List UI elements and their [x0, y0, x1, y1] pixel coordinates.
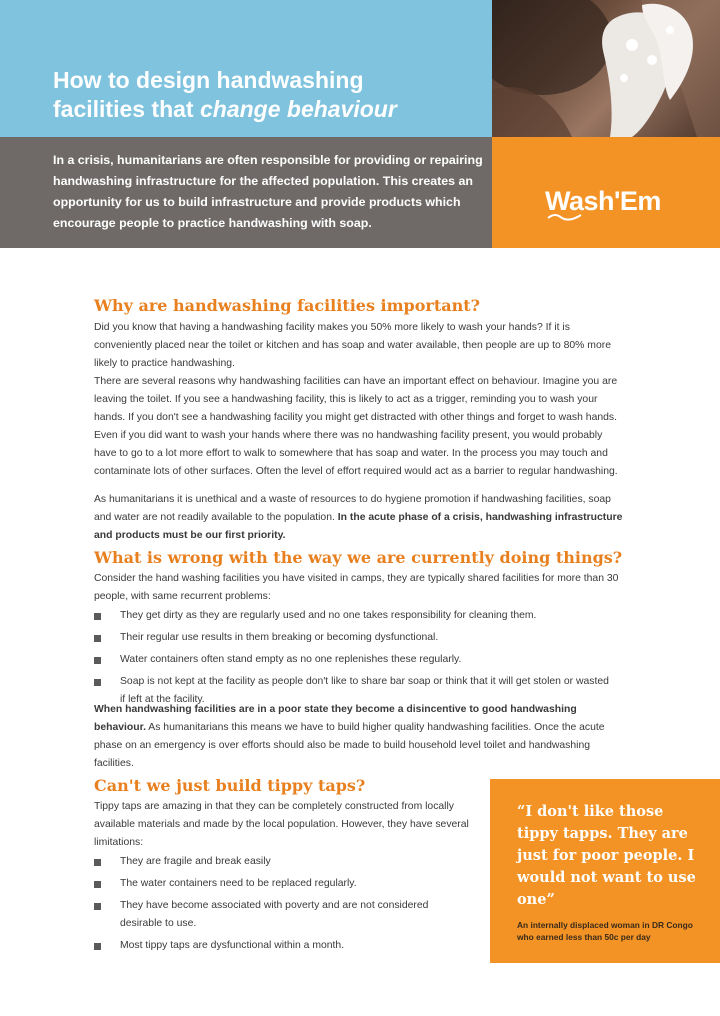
handwashing-photo — [492, 0, 720, 137]
quote-attribution: An internally displaced woman in DR Congo who earned less than 50c per day — [517, 920, 693, 942]
logo-wave-icon — [547, 213, 583, 221]
list-item: Soap is not kept at the facility as people don't like to share bar soap or think that it will get stolen or wasted if left at the facility. — [94, 673, 614, 709]
washem-logo: Wash'Em — [545, 186, 661, 216]
section2-closing-bold: When handwashing facilities are in a poor state they become a disincentive to good handwashing behaviour. — [94, 704, 577, 733]
list-item: Most tippy taps are dysfunctional within a month. — [94, 937, 472, 955]
title-line-2-prefix: facilities that — [53, 96, 200, 122]
list-item: They get dirty as they are regularly used and no one takes responsibility for cleaning them. — [94, 607, 614, 625]
title-emphasis: change behaviour — [199, 96, 397, 122]
section1-paragraph-1: Did you know that having a handwashing facility makes you 50% more likely to wash your hands? If it is conveniently placed near the toilet or kitchen and has soap and water available, then people are up to 80% more likely to practice handwashing. — [94, 322, 611, 369]
list-item: They are fragile and break easily — [94, 853, 472, 871]
section3-bullet-list — [94, 853, 472, 959]
pull-quote: “I don't like those tippy tapps. They are just for poor people. I would not want to use one” — [517, 803, 696, 908]
section1-p3-text: As humanitarians it is unethical and a waste of resources to do hygiene promotion if handwashing facilities, soap and water are not readily available to the population. — [94, 494, 611, 523]
list-item: The water containers need to be replaced regularly. — [94, 875, 472, 893]
section2-closing-text: As humanitarians this means we have to build higher quality handwashing facilities. Once the acute phase on an emergency is over efforts should also be made to build household level toilet and handwashing facilities. — [94, 722, 605, 769]
page-title — [53, 66, 473, 124]
section2-bullet-list — [94, 607, 614, 713]
section1-heading: Why are handwashing facilities important? — [94, 296, 480, 315]
intro-text: In a crisis, humanitarians are often responsible for providing or repairing handwashing infrastructure for the affected population. This creates an opportunity for us to build infrastructure and provide products which encourage people to practice handwashing with soap. — [53, 153, 483, 230]
list-item: Water containers often stand empty as no one replenishes these regularly. — [94, 651, 614, 669]
section2-closing — [94, 701, 626, 773]
hands-with-soap-image — [492, 0, 720, 137]
section1-paragraph-2: There are several reasons why handwashing facilities can have an important effect on behaviour. Imagine you are leaving the toilet. If you see a handwashing facility, this is likely to act as a trigger, reminding you to wash your hands. If you don't see a handwashing facility you might get distracted with other things and forget to wash hands. Even if you did want to wash your hands where there was no handwashing facility present, you would probably have to go to a lot more effort to walk to somewhere that has soap and water. In the process you may touch and contaminate lots of other surfaces. Often the level of effort required would act as a barrier to regular handwashing. — [94, 376, 618, 477]
section1-paragraph-3 — [94, 491, 626, 545]
section2-intro: Consider the hand washing facilities you have visited in camps, they are typically shared facilities for more than 30 people, with same recurrent problems: — [94, 573, 619, 602]
list-item: They have become associated with poverty and are not considered desirable to use. — [94, 897, 472, 933]
section3-heading: Can't we just build tippy taps? — [94, 776, 366, 795]
list-item: Their regular use results in them breaking or becoming dysfunctional. — [94, 629, 614, 647]
section2-heading: What is wrong with the way we are currently doing things? — [94, 548, 623, 567]
title-line-1: How to design handwashing — [53, 67, 364, 93]
section1-p3-bold: In the acute phase of a crisis, handwashing infrastructure and products must be our first priority. — [94, 512, 623, 541]
section3-intro: Tippy taps are amazing in that they can be completely constructed from locally available materials and made by the local population. However, they have several limitations: — [94, 801, 469, 848]
